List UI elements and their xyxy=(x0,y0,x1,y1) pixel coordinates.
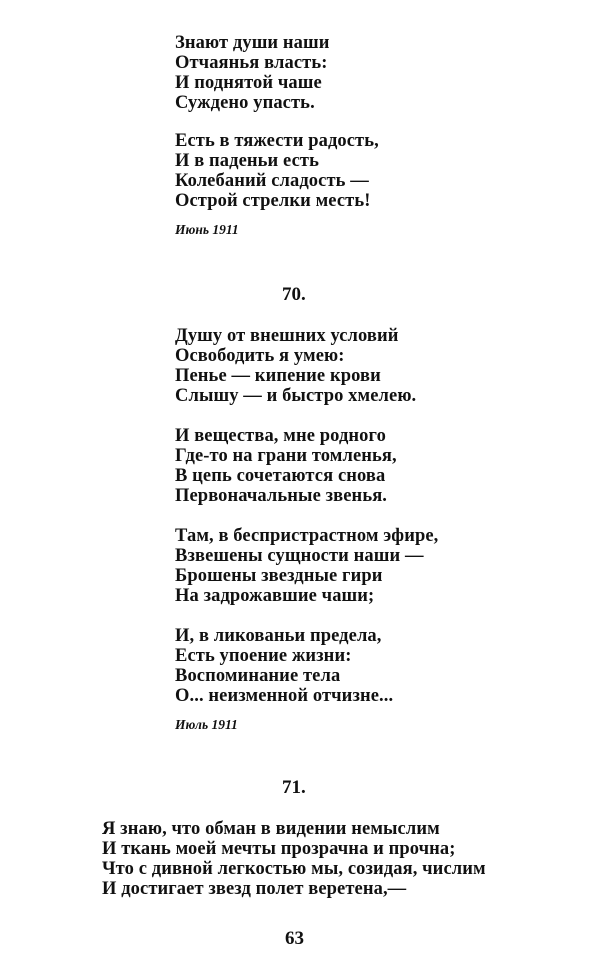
poem-line: Есть упоение жизни: xyxy=(175,646,352,666)
poem-line: Я знаю, что обман в видении немыслим xyxy=(102,819,440,839)
page-number: 63 xyxy=(285,928,304,949)
poem-line: Где-то на грани томленья, xyxy=(175,446,397,466)
poem-line: Пенье — кипение крови xyxy=(175,366,381,386)
poem-line: Суждено упасть. xyxy=(175,93,315,113)
poem-line: Знают души наши xyxy=(175,33,330,53)
poem70-date: Июль 1911 xyxy=(175,717,238,732)
poem-line: И достигает звезд полет веретена,— xyxy=(102,879,407,899)
poem69-stanza-1 xyxy=(175,33,329,113)
poem-line: Отчаянья власть: xyxy=(175,53,328,73)
poem69-date: Июнь 1911 xyxy=(175,222,239,237)
poem-line: Острой стрелки месть! xyxy=(175,191,371,211)
poem-line: Душу от внешних условий xyxy=(175,326,399,346)
poem70-number: 70. xyxy=(282,284,306,305)
poem-line: Что с дивной легкостью мы, созидая, числим xyxy=(102,859,486,879)
poem-line: На задрожавшие чаши; xyxy=(175,586,375,606)
poem-line: И в паденьи есть xyxy=(175,151,319,171)
poem70-stanza-4 xyxy=(175,626,393,706)
poem-line: И поднятой чаше xyxy=(175,73,322,93)
poem-line: Освободить я умею: xyxy=(175,346,345,366)
poem-line: В цепь сочетаются снова xyxy=(175,466,386,486)
poem-line: И, в ликованьи предела, xyxy=(175,626,382,646)
poem-line: И ткань моей мечты прозрачна и прочна; xyxy=(102,839,456,859)
poem-line: Воспоминание тела xyxy=(175,666,341,686)
poem-line: И вещества, мне родного xyxy=(175,426,386,446)
poem-line: Слышу — и быстро хмелею. xyxy=(175,386,417,406)
poem70-stanza-2 xyxy=(175,426,397,506)
poem70-stanza-3 xyxy=(175,526,438,606)
poem70-stanza-1 xyxy=(175,326,416,406)
poem71-stanza-1 xyxy=(102,819,486,899)
poem-line: Брошены звездные гири xyxy=(175,566,383,586)
poem-line: Есть в тяжести радость, xyxy=(175,131,379,151)
poem-line: Взвешены сущности наши — xyxy=(175,546,424,566)
poem69-stanza-2 xyxy=(175,131,379,211)
poem-line: О... неизменной отчизне... xyxy=(175,686,394,706)
poem-line: Там, в беспристрастном эфире, xyxy=(175,526,439,546)
poem-line: Колебаний сладость — xyxy=(175,171,369,191)
poem-line: Первоначальные звенья. xyxy=(175,486,388,506)
poem71-number: 71. xyxy=(282,777,306,798)
